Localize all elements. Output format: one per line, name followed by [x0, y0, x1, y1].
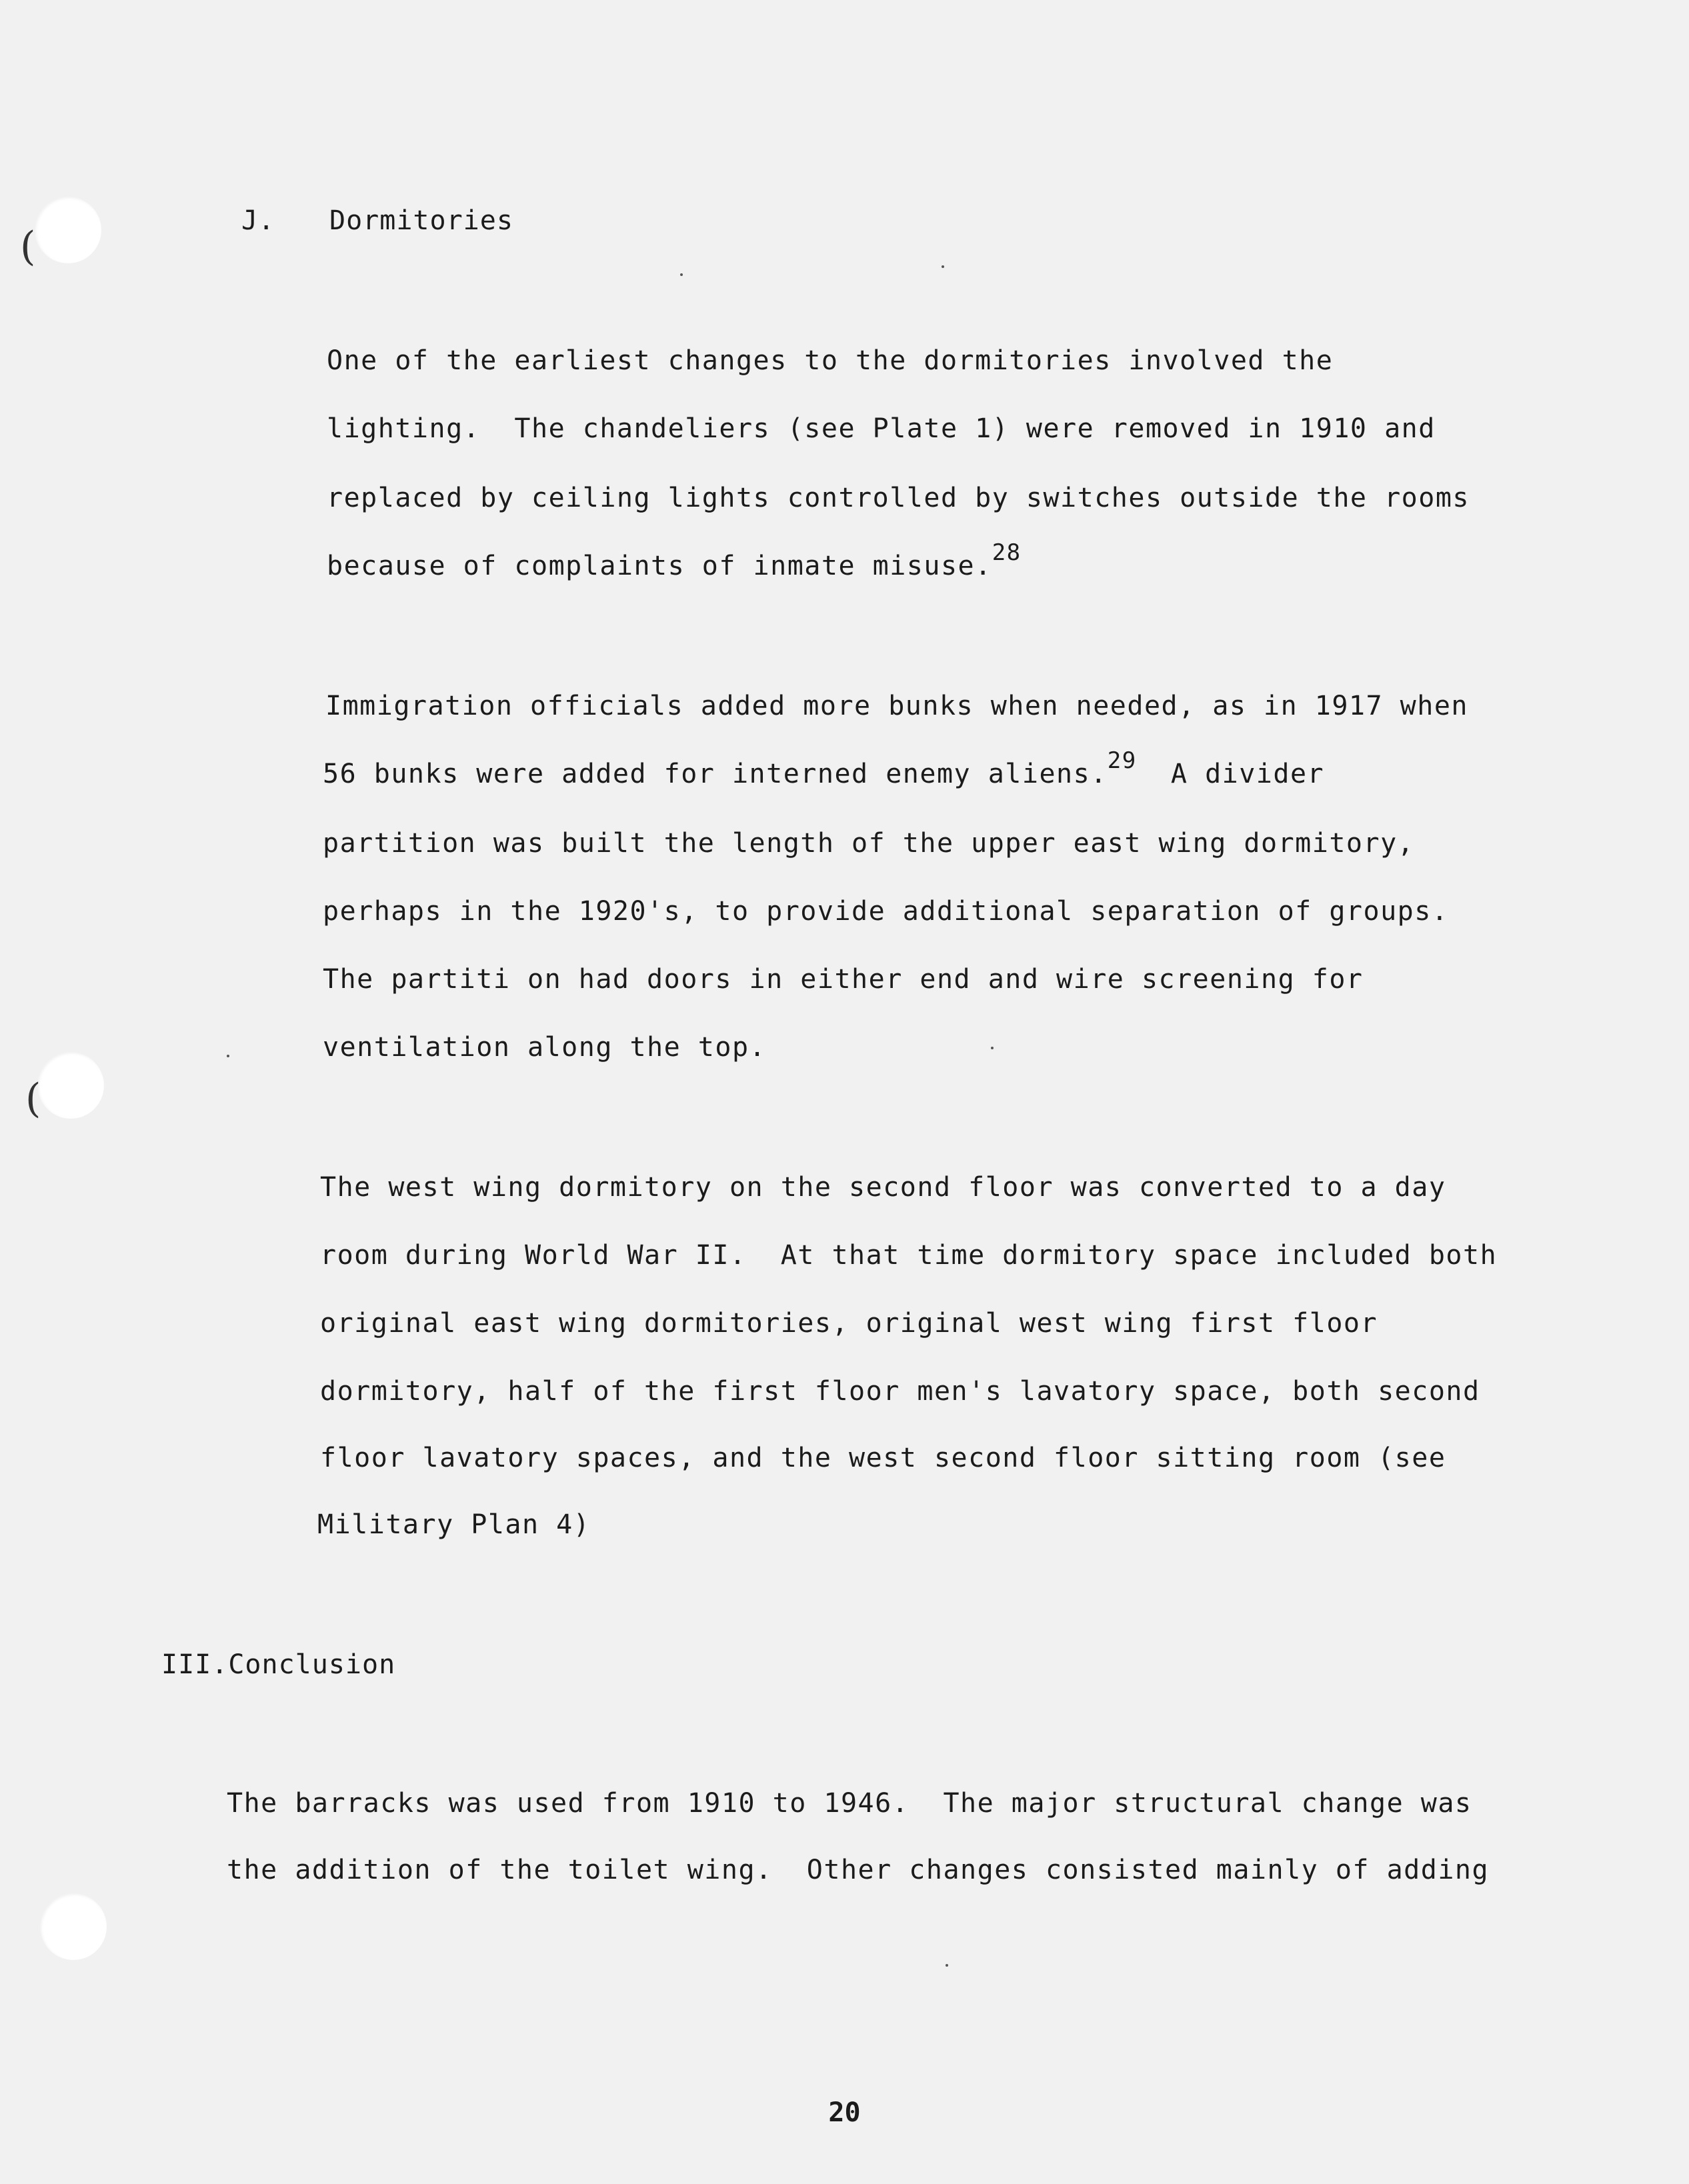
- paragraph-1-line-1: One of the earliest changes to the dormitories involved the: [327, 345, 1334, 376]
- page-number: 20: [828, 2097, 861, 2128]
- speck: [946, 1964, 948, 1967]
- paragraph-2-line-3: partition was built the length of the upper east wing dormitory,: [323, 828, 1415, 859]
- paragraph-2-line-2a: 56 bunks were added for interned enemy aliens.: [323, 759, 1108, 789]
- paragraph-4-line-2: the addition of the toilet wing. Other changes consisted mainly of adding: [227, 1855, 1490, 1885]
- paragraph-1-line-4-text: because of complaints of inmate misuse.: [327, 551, 992, 581]
- speck: [227, 1055, 229, 1057]
- paragraph-1-line-2: lighting. The chandeliers (see Plate 1) were removed in 1910 and: [327, 413, 1436, 444]
- paragraph-2-line-2: [323, 747, 1325, 789]
- punch-hole-top: [35, 197, 101, 263]
- speck: [991, 1047, 994, 1049]
- speck: [680, 273, 683, 276]
- paragraph-3-line-3: original east wing dormitories, original west wing first floor: [320, 1308, 1378, 1339]
- paragraph-4-line-1: The barracks was used from 1910 to 1946. The major structural change was: [227, 1788, 1472, 1819]
- paragraph-3-line-1: The west wing dormitory on the second floor was converted to a day: [320, 1172, 1446, 1203]
- hole-mark-top: (: [20, 223, 36, 270]
- paragraph-2-line-2b: A divider: [1136, 759, 1325, 789]
- paragraph-2-line-6: ventilation along the top.: [323, 1032, 767, 1063]
- paragraph-3-line-6: Military Plan 4): [317, 1509, 591, 1540]
- paragraph-3-line-5: floor lavatory spaces, and the west second floor sitting room (see: [320, 1443, 1446, 1473]
- punch-hole-bottom: [40, 1893, 107, 1960]
- speck: [942, 265, 944, 268]
- footnote-29: 29: [1107, 747, 1137, 774]
- paragraph-2-line-4: perhaps in the 1920's, to provide additional separation of groups.: [323, 896, 1449, 927]
- footnote-28: 28: [992, 539, 1022, 566]
- paragraph-3-line-4: dormitory, half of the first floor men's lavatory space, both second: [320, 1376, 1480, 1407]
- paragraph-3-line-2: room during World War II. At that time dormitory space included both: [320, 1240, 1498, 1271]
- punch-hole-middle: [37, 1052, 104, 1119]
- section-title: Dormitories: [329, 205, 513, 236]
- hole-mark-middle: (: [25, 1075, 41, 1122]
- section-letter: J.: [241, 205, 275, 236]
- paragraph-1-line-4: [327, 539, 1022, 581]
- paragraph-1-line-3: replaced by ceiling lights controlled by switches outside the rooms: [327, 483, 1470, 513]
- paragraph-2-line-5: The partiti on had doors in either end and wire screening for: [323, 964, 1364, 995]
- conclusion-heading: III.Conclusion: [161, 1649, 396, 1680]
- paragraph-2-line-1: Immigration officials added more bunks when needed, as in 1917 when: [325, 691, 1468, 721]
